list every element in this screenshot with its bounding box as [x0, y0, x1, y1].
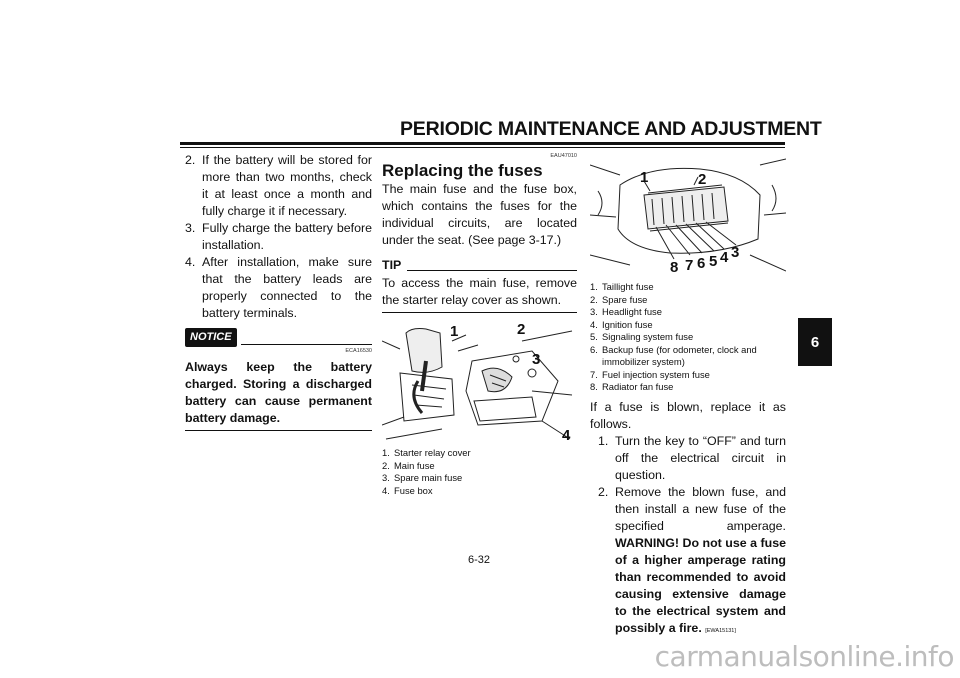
- step-text: Turn the key to “OFF” and turn off the electrical circuit in question.: [615, 433, 786, 482]
- watermark: carmanualsonline.info: [654, 640, 954, 673]
- legend-item: [590, 306, 786, 319]
- legend-item: [382, 447, 577, 460]
- legend-text: Radiator fan fuse: [602, 381, 674, 392]
- callout-8: 8: [670, 259, 679, 276]
- notice-code: ECA16530: [345, 348, 372, 354]
- legend-item: [590, 381, 786, 394]
- figure-1-legend: [382, 447, 577, 497]
- legend-text: Ignition fuse: [602, 318, 653, 330]
- legend-text: Spare fuse: [602, 293, 648, 305]
- fuse-box-figure: [590, 155, 786, 277]
- warning-text: WARNING! Do not use a fuse of a higher amperage rating than recommended to avoid causing extensive damage to the electrical system and possibly a fire.: [615, 535, 786, 635]
- starter-relay-illustration: [382, 321, 577, 443]
- step-text: After installation, make sure that the battery leads are properly connected to the battery terminals.: [202, 255, 372, 320]
- starter-relay-figure: [382, 321, 577, 443]
- legend-item: [382, 485, 577, 498]
- notice-badge: NOTICE: [185, 328, 237, 347]
- legend-text: Fuel injection system fuse: [602, 368, 710, 380]
- legend-item: [590, 319, 786, 332]
- notice-header: [185, 328, 372, 347]
- section-code: EAU47010: [550, 153, 577, 159]
- step-number: 4.: [185, 255, 196, 269]
- replace-step-2: [598, 484, 786, 640]
- tip-rule: [407, 270, 577, 271]
- step-number: 2.: [185, 153, 196, 167]
- legend-num: 3.: [590, 306, 598, 317]
- figure-2-legend: [590, 281, 786, 394]
- legend-item: [590, 331, 786, 344]
- legend-item: [590, 344, 786, 369]
- callout-3: 3: [532, 351, 541, 368]
- page-number: 6-32: [468, 554, 491, 566]
- header-rule: [180, 142, 785, 145]
- notice-text: Always keep the battery charged. Storing a discharged battery can cause permanent battery damage.: [185, 359, 372, 431]
- callout-4: 4: [562, 427, 571, 444]
- step-text: If the battery will be stored for more than two months, check it at least once a month and fully charge it if necessary.: [202, 153, 372, 218]
- legend-text: Headlight fuse: [602, 306, 662, 317]
- header-rule-thin: [180, 147, 785, 148]
- notice-rule: [241, 344, 372, 345]
- section-intro: The main fuse and the fuse box, which contains the fuses for the individual circuits, are located under the seat. (See page 3-17.): [382, 182, 577, 247]
- callout-1: 1: [450, 323, 459, 340]
- callout-7: 7: [685, 257, 694, 274]
- replace-fuse-intro: If a fuse is blown, replace it as follows.: [590, 399, 786, 431]
- tip-header: [382, 257, 577, 274]
- step-text: Fully charge the battery before installation.: [202, 221, 372, 252]
- legend-num: 4.: [590, 318, 598, 330]
- legend-item: [590, 369, 786, 382]
- callout-3: 3: [731, 244, 740, 261]
- callout-4: 4: [720, 249, 729, 266]
- callout-2: 2: [698, 171, 707, 188]
- replace-fuse-steps: [590, 433, 786, 640]
- legend-text: Starter relay cover: [394, 447, 471, 458]
- callout-2: 2: [517, 321, 526, 338]
- column-3: [590, 152, 786, 640]
- legend-item: [590, 281, 786, 294]
- chapter-tab: 6: [798, 318, 832, 366]
- tip-text: To access the main fuse, remove the starter relay cover as shown.: [382, 275, 577, 313]
- step-number: 1.: [598, 433, 609, 448]
- column-1: [185, 152, 372, 431]
- section-heading: Replacing the fuses: [382, 161, 543, 180]
- legend-item: [382, 460, 577, 473]
- step-body: [615, 484, 786, 640]
- legend-text: Signaling system fuse: [602, 331, 694, 342]
- step-number: 2.: [598, 484, 609, 499]
- callout-1: 1: [640, 169, 649, 186]
- legend-text: Fuse box: [394, 484, 433, 496]
- battery-step-4: [185, 254, 372, 322]
- page-header-title: PERIODIC MAINTENANCE AND ADJUSTMENT: [400, 118, 822, 140]
- legend-num: 6.: [590, 343, 598, 355]
- legend-num: 1.: [382, 447, 390, 458]
- legend-item: [590, 294, 786, 307]
- legend-text: Main fuse: [394, 459, 435, 471]
- warning-code: [EWA15131]: [705, 627, 736, 634]
- battery-step-3: [185, 220, 372, 254]
- legend-num: 2.: [590, 293, 598, 305]
- callout-6: 6: [697, 255, 706, 272]
- legend-num: 4.: [382, 484, 390, 496]
- legend-num: 5.: [590, 331, 598, 342]
- battery-step-2: [185, 152, 372, 220]
- legend-num: 7.: [590, 368, 598, 380]
- legend-num: 8.: [590, 381, 598, 392]
- replace-step-1: [598, 433, 786, 484]
- step-text: Remove the blown fuse, and then install a new fuse of the specified amperage.: [615, 484, 786, 533]
- tip-label: TIP: [382, 258, 402, 272]
- legend-text: Spare main fuse: [394, 472, 463, 483]
- step-number: 3.: [185, 221, 196, 235]
- legend-num: 2.: [382, 459, 390, 471]
- legend-num: 1.: [590, 281, 598, 292]
- legend-item: [382, 472, 577, 485]
- callout-5: 5: [709, 253, 718, 270]
- column-2: [382, 152, 577, 497]
- legend-text: Backup fuse (for odometer, clock and immobilizer system): [602, 343, 757, 367]
- legend-text: Taillight fuse: [602, 281, 654, 292]
- legend-num: 3.: [382, 472, 390, 483]
